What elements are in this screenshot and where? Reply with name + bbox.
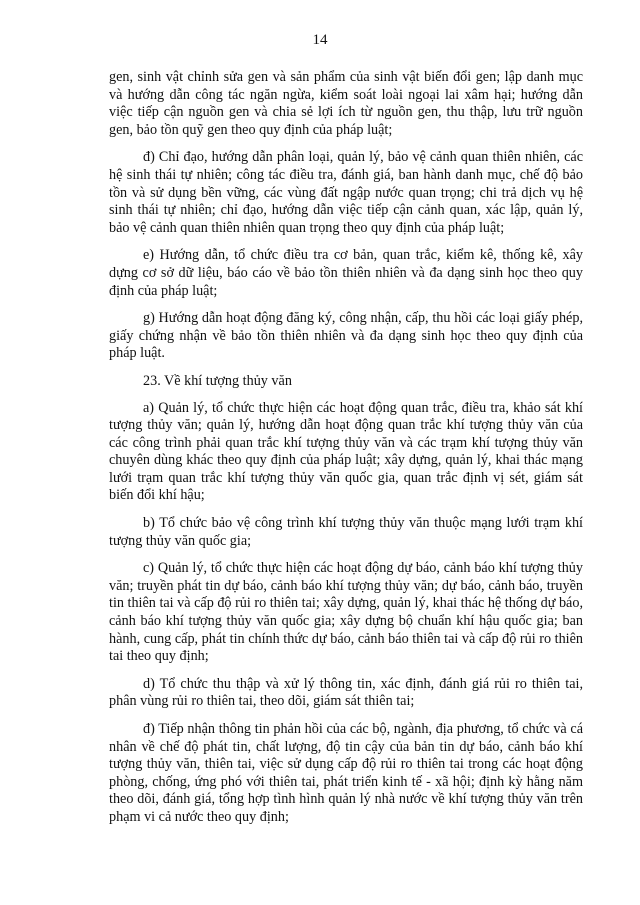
paragraph-a-observation: a) Quản lý, tổ chức thực hiện các hoạt động quan trắc, điều tra, khảo sát khí tượng thủy văn; quản lý, hướng dẫn hoạt động quan trắc khí tượng thủy văn của các công trình phải quan trắc khí tượng thủy văn và các trạm khí tượng thủy văn chuyên dùng khác theo quy định của pháp luật; xây dựng, quản lý, khai thác mạng lưới trạm quan trắc khí tượng thủy văn quốc gia, quan trắc định vị sét, giám sát biến đổi khí hậu;: [109, 399, 583, 504]
paragraph-g-permits: g) Hướng dẫn hoạt động đăng ký, công nhận, cấp, thu hồi các loại giấy phép, giấy chứng nhận về bảo tồn thiên nhiên và đa dạng sinh học theo quy định của pháp luật.: [109, 310, 583, 362]
paragraph-d-risk: d) Tổ chức thu thập và xử lý thông tin, xác định, đánh giá rủi ro thiên tai, phân vùng rủi ro thiên tai, theo dõi, giám sát thiên tai;: [109, 675, 583, 710]
paragraph-b-protection: b) Tổ chức bảo vệ công trình khí tượng thủy văn thuộc mạng lưới trạm khí tượng thủy văn quốc gia;: [109, 515, 583, 549]
page-number: 14: [312, 32, 328, 48]
paragraph-d-bar-feedback: đ) Tiếp nhận thông tin phản hồi của các bộ, ngành, địa phương, tổ chức và cá nhân về chế độ phát tin, chất lượng, độ tin cậy của bản tin dự báo, cảnh báo khí tượng thủy văn, thiên tai, việc sử dụng cấp độ rủi ro thiên tai trong các hoạt động phòng, chống, ứng phó với thiên tai, phát triển kinh tế - xã hội; định kỳ hằng năm theo dõi, đánh giá, tổng hợp tình hình quản lý nhà nước về khí tượng thủy văn trên phạm vi cả nước theo quy định;: [109, 721, 583, 825]
paragraph-c-forecast: c) Quản lý, tổ chức thực hiện các hoạt động dự báo, cảnh báo khí tượng thủy văn; truyền phát tin dự báo, cảnh báo khí tượng thủy văn; dự báo, cảnh báo, truyền tin thiên tai và cấp độ rủi ro thiên tai; xây dựng, quản lý, khai thác hệ thống dự báo, cảnh báo khí tượng thủy văn quốc gia; xây dựng bộ chuẩn khí hậu quốc gia; ban hành, cung cấp, phát tin chính thức dự báo, cảnh báo thiên tai và cấp độ rủi ro thiên tai theo quy định;: [109, 560, 583, 665]
section-heading-hydrometeorology: 23. Về khí tượng thủy văn: [143, 372, 292, 389]
paragraph-e-survey: e) Hướng dẫn, tổ chức điều tra cơ bản, quan trắc, kiểm kê, thống kê, xây dựng cơ sở dữ liệu, báo cáo về bảo tồn thiên nhiên và đa dạng sinh học theo quy định của pháp luật;: [109, 247, 583, 299]
paragraph-gen-continuation: gen, sinh vật chỉnh sửa gen và sản phẩm của sinh vật biến đổi gen; lập danh mục và hướng dẫn công tác ngăn ngừa, kiểm soát loài ngoại lai xâm hại; hướng dẫn việc tiếp cận nguồn gen và chia sẻ lợi ích từ nguồn gen, thu thập, lưu trữ nguồn gen, bảo tồn quỹ gen theo quy định của pháp luật;: [109, 69, 583, 138]
document-body: [109, 69, 583, 837]
paragraph-d-bar-landscape: đ) Chỉ đạo, hướng dẫn phân loại, quản lý, bảo vệ cảnh quan thiên nhiên, các hệ sinh thái tự nhiên; công tác điều tra, đánh giá, ban hành danh mục, chế độ bảo tồn và sử dụng bền vững, các vùng đất ngập nước quan trọng; chi trả dịch vụ hệ sinh thái tự nhiên; chỉ đạo, hướng dẫn việc tiếp cận cảnh quan, xác lập, quản lý, bảo vệ cảnh quan thiên nhiên quan trọng theo quy định của pháp luật;: [109, 149, 583, 236]
